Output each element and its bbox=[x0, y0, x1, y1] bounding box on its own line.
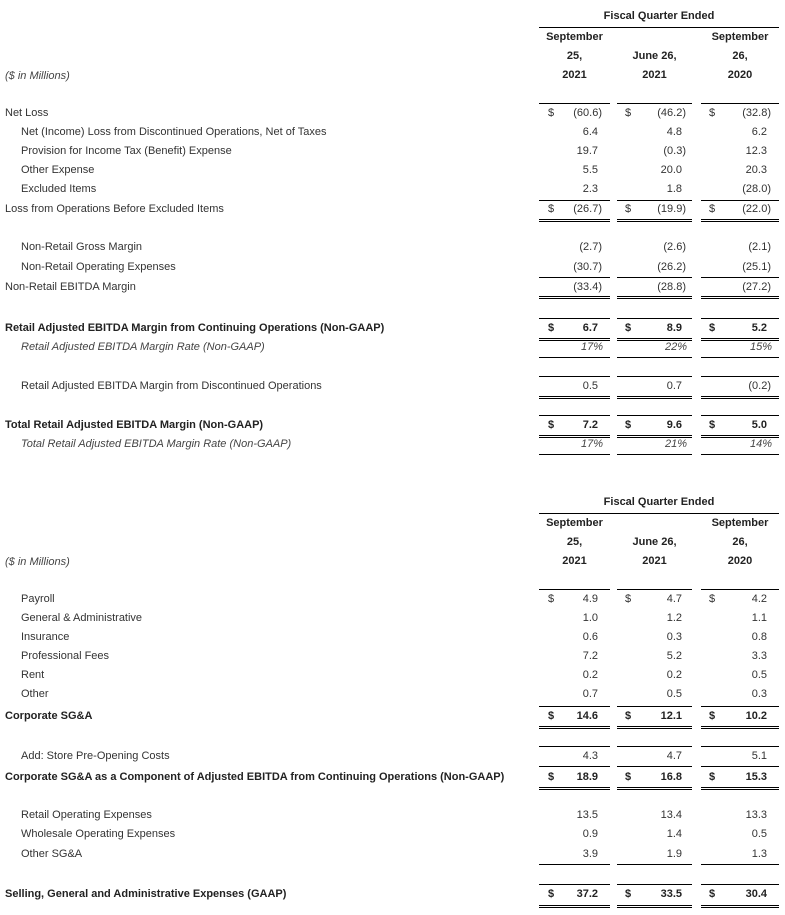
cell-value: 1.4 bbox=[666, 828, 682, 840]
cell-value: 2.3 bbox=[582, 183, 598, 195]
single-rule bbox=[539, 746, 610, 747]
cell-value: 3.3 bbox=[751, 650, 767, 662]
cell-value: 14.6 bbox=[576, 710, 598, 722]
single-rule bbox=[617, 454, 692, 455]
cell-value: 0.7 bbox=[582, 688, 598, 700]
column-header-line2: 26, bbox=[732, 50, 748, 62]
double-rule bbox=[617, 338, 692, 341]
cell-value: 9.6 bbox=[666, 419, 682, 431]
header-rule bbox=[539, 27, 779, 28]
cell-value: 16.8 bbox=[660, 771, 682, 783]
row-label: Rent bbox=[21, 669, 45, 681]
single-rule bbox=[701, 766, 779, 767]
column-header-line1: September bbox=[546, 517, 603, 529]
row-label: Add: Store Pre-Opening Costs bbox=[21, 750, 170, 762]
currency-symbol: $ bbox=[548, 203, 555, 215]
double-rule bbox=[701, 396, 779, 399]
percentage-value: 15% bbox=[749, 341, 772, 353]
cell-value: 4.9 bbox=[582, 593, 598, 605]
single-rule bbox=[701, 376, 779, 377]
percentage-value: 22% bbox=[664, 341, 687, 353]
cell-value: 4.7 bbox=[666, 593, 682, 605]
single-rule bbox=[701, 864, 779, 865]
cell-value: 1.8 bbox=[666, 183, 682, 195]
cell-value: (33.4) bbox=[573, 281, 602, 293]
cell-value: 12.1 bbox=[660, 710, 682, 722]
row-label: Net (Income) Loss from Discontinued Operations, Net of Taxes bbox=[21, 126, 327, 138]
row-label: Non-Retail EBITDA Margin bbox=[5, 281, 136, 293]
cell-value: 1.3 bbox=[751, 848, 767, 860]
cell-value: 13.4 bbox=[660, 809, 682, 821]
cell-value: 0.5 bbox=[751, 828, 767, 840]
currency-symbol: $ bbox=[625, 419, 632, 431]
double-rule bbox=[617, 219, 692, 222]
currency-symbol: $ bbox=[625, 888, 632, 900]
column-header-line1: September bbox=[711, 31, 769, 43]
cell-value: 6.2 bbox=[751, 126, 767, 138]
cell-value: 7.2 bbox=[582, 650, 598, 662]
cell-value: (26.7) bbox=[573, 203, 602, 215]
column-header-line3: 2020 bbox=[727, 69, 753, 81]
single-rule bbox=[701, 454, 779, 455]
column-header-line1: September bbox=[546, 31, 603, 43]
percentage-value: 17% bbox=[580, 341, 603, 353]
currency-symbol: $ bbox=[625, 593, 632, 605]
double-rule bbox=[617, 396, 692, 399]
double-rule bbox=[539, 905, 610, 908]
row-label: Total Retail Adjusted EBITDA Margin (Non-GAAP) bbox=[5, 419, 264, 431]
cell-value: 0.7 bbox=[666, 380, 682, 392]
row-label: Retail Operating Expenses bbox=[21, 809, 152, 821]
currency-symbol: $ bbox=[548, 771, 555, 783]
double-rule bbox=[617, 787, 692, 790]
cell-value: 0.5 bbox=[666, 688, 682, 700]
cell-value: 20.3 bbox=[745, 164, 767, 176]
single-rule bbox=[539, 277, 610, 278]
single-rule bbox=[701, 746, 779, 747]
single-rule bbox=[701, 318, 779, 319]
cell-value: 1.9 bbox=[666, 848, 682, 860]
row-label: Wholesale Operating Expenses bbox=[21, 828, 176, 840]
currency-symbol: $ bbox=[709, 593, 716, 605]
cell-value: 5.1 bbox=[751, 750, 767, 762]
cell-value: 0.5 bbox=[751, 669, 767, 681]
row-label: Non-Retail Operating Expenses bbox=[21, 261, 176, 273]
group-header: Fiscal Quarter Ended bbox=[603, 10, 715, 22]
cell-value: (26.2) bbox=[657, 261, 686, 273]
cell-value: (60.6) bbox=[573, 107, 602, 119]
row-label: Corporate SG&A bbox=[5, 710, 93, 722]
cell-value: 15.3 bbox=[745, 771, 767, 783]
single-rule bbox=[617, 376, 692, 377]
row-label: Total Retail Adjusted EBITDA Margin Rate (Non-GAAP) bbox=[21, 438, 292, 450]
currency-symbol: $ bbox=[709, 419, 716, 431]
row-label: Provision for Income Tax (Benefit) Expense bbox=[21, 145, 232, 157]
units-label: ($ in Millions) bbox=[5, 556, 70, 568]
double-rule bbox=[539, 396, 610, 399]
column-header-line3: 2020 bbox=[727, 555, 753, 567]
double-rule bbox=[701, 296, 779, 299]
currency-symbol: $ bbox=[548, 710, 555, 722]
column-header-line2: June 26, bbox=[632, 536, 677, 548]
single-rule bbox=[539, 766, 610, 767]
row-label: Other Expense bbox=[21, 164, 95, 176]
cell-value: 0.3 bbox=[751, 688, 767, 700]
single-rule bbox=[701, 884, 779, 885]
cell-value: (19.9) bbox=[657, 203, 686, 215]
column-header-line1: September bbox=[711, 517, 769, 529]
single-rule bbox=[701, 200, 779, 201]
double-rule bbox=[539, 296, 610, 299]
single-rule bbox=[617, 766, 692, 767]
cell-value: 5.5 bbox=[582, 164, 598, 176]
group-header: Fiscal Quarter Ended bbox=[603, 496, 715, 508]
double-rule bbox=[701, 435, 779, 438]
currency-symbol: $ bbox=[625, 710, 632, 722]
cell-value: 0.8 bbox=[751, 631, 767, 643]
currency-symbol: $ bbox=[709, 107, 716, 119]
row-label: Net Loss bbox=[5, 107, 49, 119]
single-rule bbox=[617, 357, 692, 358]
cell-value: (2.7) bbox=[579, 241, 602, 253]
cell-value: 5.0 bbox=[751, 419, 767, 431]
row-label: Retail Adjusted EBITDA Margin Rate (Non-GAAP) bbox=[21, 341, 265, 353]
cell-value: 0.2 bbox=[666, 669, 682, 681]
cell-value: 4.7 bbox=[666, 750, 682, 762]
double-rule bbox=[701, 219, 779, 222]
cell-value: 4.8 bbox=[666, 126, 682, 138]
column-header-line2: 25, bbox=[566, 536, 583, 548]
cell-value: (46.2) bbox=[657, 107, 686, 119]
double-rule bbox=[539, 787, 610, 790]
double-rule bbox=[701, 726, 779, 729]
cell-value: 6.4 bbox=[582, 126, 598, 138]
single-rule bbox=[539, 318, 610, 319]
column-header-line3: 2021 bbox=[642, 69, 667, 81]
single-rule bbox=[617, 884, 692, 885]
cell-value: 12.3 bbox=[745, 145, 767, 157]
cell-value: 3.9 bbox=[582, 848, 598, 860]
header-rule bbox=[539, 513, 779, 514]
row-label: Excluded Items bbox=[21, 183, 97, 195]
double-rule bbox=[617, 905, 692, 908]
double-rule bbox=[617, 726, 692, 729]
currency-symbol: $ bbox=[625, 107, 632, 119]
cell-value: 0.6 bbox=[582, 631, 598, 643]
cell-value: 0.2 bbox=[582, 669, 598, 681]
cell-value: 33.5 bbox=[660, 888, 682, 900]
cell-value: 4.2 bbox=[751, 593, 767, 605]
single-rule bbox=[539, 357, 610, 358]
single-rule bbox=[617, 277, 692, 278]
percentage-value: 21% bbox=[664, 438, 687, 450]
row-label: Payroll bbox=[21, 593, 55, 605]
cell-value: 30.4 bbox=[745, 888, 767, 900]
single-rule bbox=[539, 376, 610, 377]
cell-value: (22.0) bbox=[742, 203, 771, 215]
cell-value: 1.0 bbox=[582, 612, 598, 624]
column-header-rule bbox=[701, 589, 779, 590]
cell-value: (30.7) bbox=[573, 261, 602, 273]
row-label: Other bbox=[21, 688, 49, 700]
column-header-rule bbox=[617, 589, 692, 590]
currency-symbol: $ bbox=[548, 419, 555, 431]
cell-value: (0.3) bbox=[663, 145, 686, 157]
row-label: Professional Fees bbox=[21, 650, 110, 662]
column-header-rule bbox=[617, 103, 692, 104]
cell-value: 0.3 bbox=[666, 631, 682, 643]
row-label: Loss from Operations Before Excluded Items bbox=[5, 203, 224, 215]
currency-symbol: $ bbox=[625, 322, 632, 334]
column-header-rule bbox=[539, 589, 610, 590]
cell-value: 20.0 bbox=[660, 164, 682, 176]
single-rule bbox=[617, 200, 692, 201]
single-rule bbox=[617, 864, 692, 865]
double-rule bbox=[617, 435, 692, 438]
single-rule bbox=[539, 200, 610, 201]
column-header-rule bbox=[701, 103, 779, 104]
currency-symbol: $ bbox=[709, 322, 716, 334]
cell-value: (32.8) bbox=[742, 107, 771, 119]
currency-symbol: $ bbox=[548, 107, 555, 119]
currency-symbol: $ bbox=[548, 888, 555, 900]
cell-value: 6.7 bbox=[582, 322, 598, 334]
currency-symbol: $ bbox=[548, 322, 555, 334]
cell-value: 13.3 bbox=[745, 809, 767, 821]
column-header-line2: June 26, bbox=[632, 50, 677, 62]
row-label: Retail Adjusted EBITDA Margin from Continuing Operations (Non-GAAP) bbox=[5, 322, 385, 334]
double-rule bbox=[539, 726, 610, 729]
cell-value: (27.2) bbox=[742, 281, 771, 293]
cell-value: (28.8) bbox=[657, 281, 686, 293]
single-rule bbox=[539, 706, 610, 707]
single-rule bbox=[617, 318, 692, 319]
cell-value: 4.3 bbox=[582, 750, 598, 762]
single-rule bbox=[617, 706, 692, 707]
single-rule bbox=[701, 706, 779, 707]
cell-value: (2.6) bbox=[663, 241, 686, 253]
single-rule bbox=[539, 884, 610, 885]
double-rule bbox=[539, 219, 610, 222]
cell-value: 5.2 bbox=[666, 650, 682, 662]
cell-value: 7.2 bbox=[582, 419, 598, 431]
double-rule bbox=[701, 338, 779, 341]
cell-value: 18.9 bbox=[576, 771, 598, 783]
double-rule bbox=[539, 435, 610, 438]
percentage-value: 17% bbox=[580, 438, 603, 450]
currency-symbol: $ bbox=[625, 771, 632, 783]
single-rule bbox=[539, 454, 610, 455]
cell-value: 0.9 bbox=[582, 828, 598, 840]
single-rule bbox=[701, 415, 779, 416]
cell-value: (28.0) bbox=[742, 183, 771, 195]
cell-value: (2.1) bbox=[748, 241, 771, 253]
currency-symbol: $ bbox=[625, 203, 632, 215]
cell-value: 37.2 bbox=[576, 888, 598, 900]
single-rule bbox=[539, 864, 610, 865]
row-label: Insurance bbox=[21, 631, 70, 643]
row-label: Non-Retail Gross Margin bbox=[21, 241, 143, 253]
cell-value: (25.1) bbox=[742, 261, 771, 273]
double-rule bbox=[701, 787, 779, 790]
column-header-line3: 2021 bbox=[562, 69, 587, 81]
cell-value: 1.1 bbox=[751, 612, 767, 624]
double-rule bbox=[617, 296, 692, 299]
currency-symbol: $ bbox=[709, 203, 716, 215]
cell-value: 19.7 bbox=[576, 145, 598, 157]
single-rule bbox=[617, 415, 692, 416]
single-rule bbox=[701, 277, 779, 278]
cell-value: 8.9 bbox=[666, 322, 682, 334]
row-label: General & Administrative bbox=[21, 612, 143, 624]
cell-value: (0.2) bbox=[748, 380, 771, 392]
currency-symbol: $ bbox=[548, 593, 555, 605]
currency-symbol: $ bbox=[709, 888, 716, 900]
percentage-value: 14% bbox=[749, 438, 772, 450]
column-header-line2: 26, bbox=[732, 536, 748, 548]
single-rule bbox=[701, 357, 779, 358]
units-label: ($ in Millions) bbox=[5, 70, 70, 82]
column-header-line2: 25, bbox=[566, 50, 583, 62]
column-header-line3: 2021 bbox=[562, 555, 587, 567]
single-rule bbox=[539, 415, 610, 416]
cell-value: 0.5 bbox=[582, 380, 598, 392]
cell-value: 1.2 bbox=[666, 612, 682, 624]
cell-value: 5.2 bbox=[751, 322, 767, 334]
cell-value: 10.2 bbox=[745, 710, 767, 722]
row-label: Other SG&A bbox=[21, 848, 83, 860]
row-label: Selling, General and Administrative Expenses (GAAP) bbox=[5, 888, 287, 900]
cell-value: 13.5 bbox=[576, 809, 598, 821]
double-rule bbox=[539, 338, 610, 341]
row-label: Retail Adjusted EBITDA Margin from Discontinued Operations bbox=[21, 380, 322, 392]
column-header-line3: 2021 bbox=[642, 555, 667, 567]
single-rule bbox=[617, 746, 692, 747]
double-rule bbox=[701, 905, 779, 908]
row-label: Corporate SG&A as a Component of Adjusted EBITDA from Continuing Operations (Non-GAAP) bbox=[5, 771, 505, 783]
currency-symbol: $ bbox=[709, 710, 716, 722]
column-header-rule bbox=[539, 103, 610, 104]
currency-symbol: $ bbox=[709, 771, 716, 783]
